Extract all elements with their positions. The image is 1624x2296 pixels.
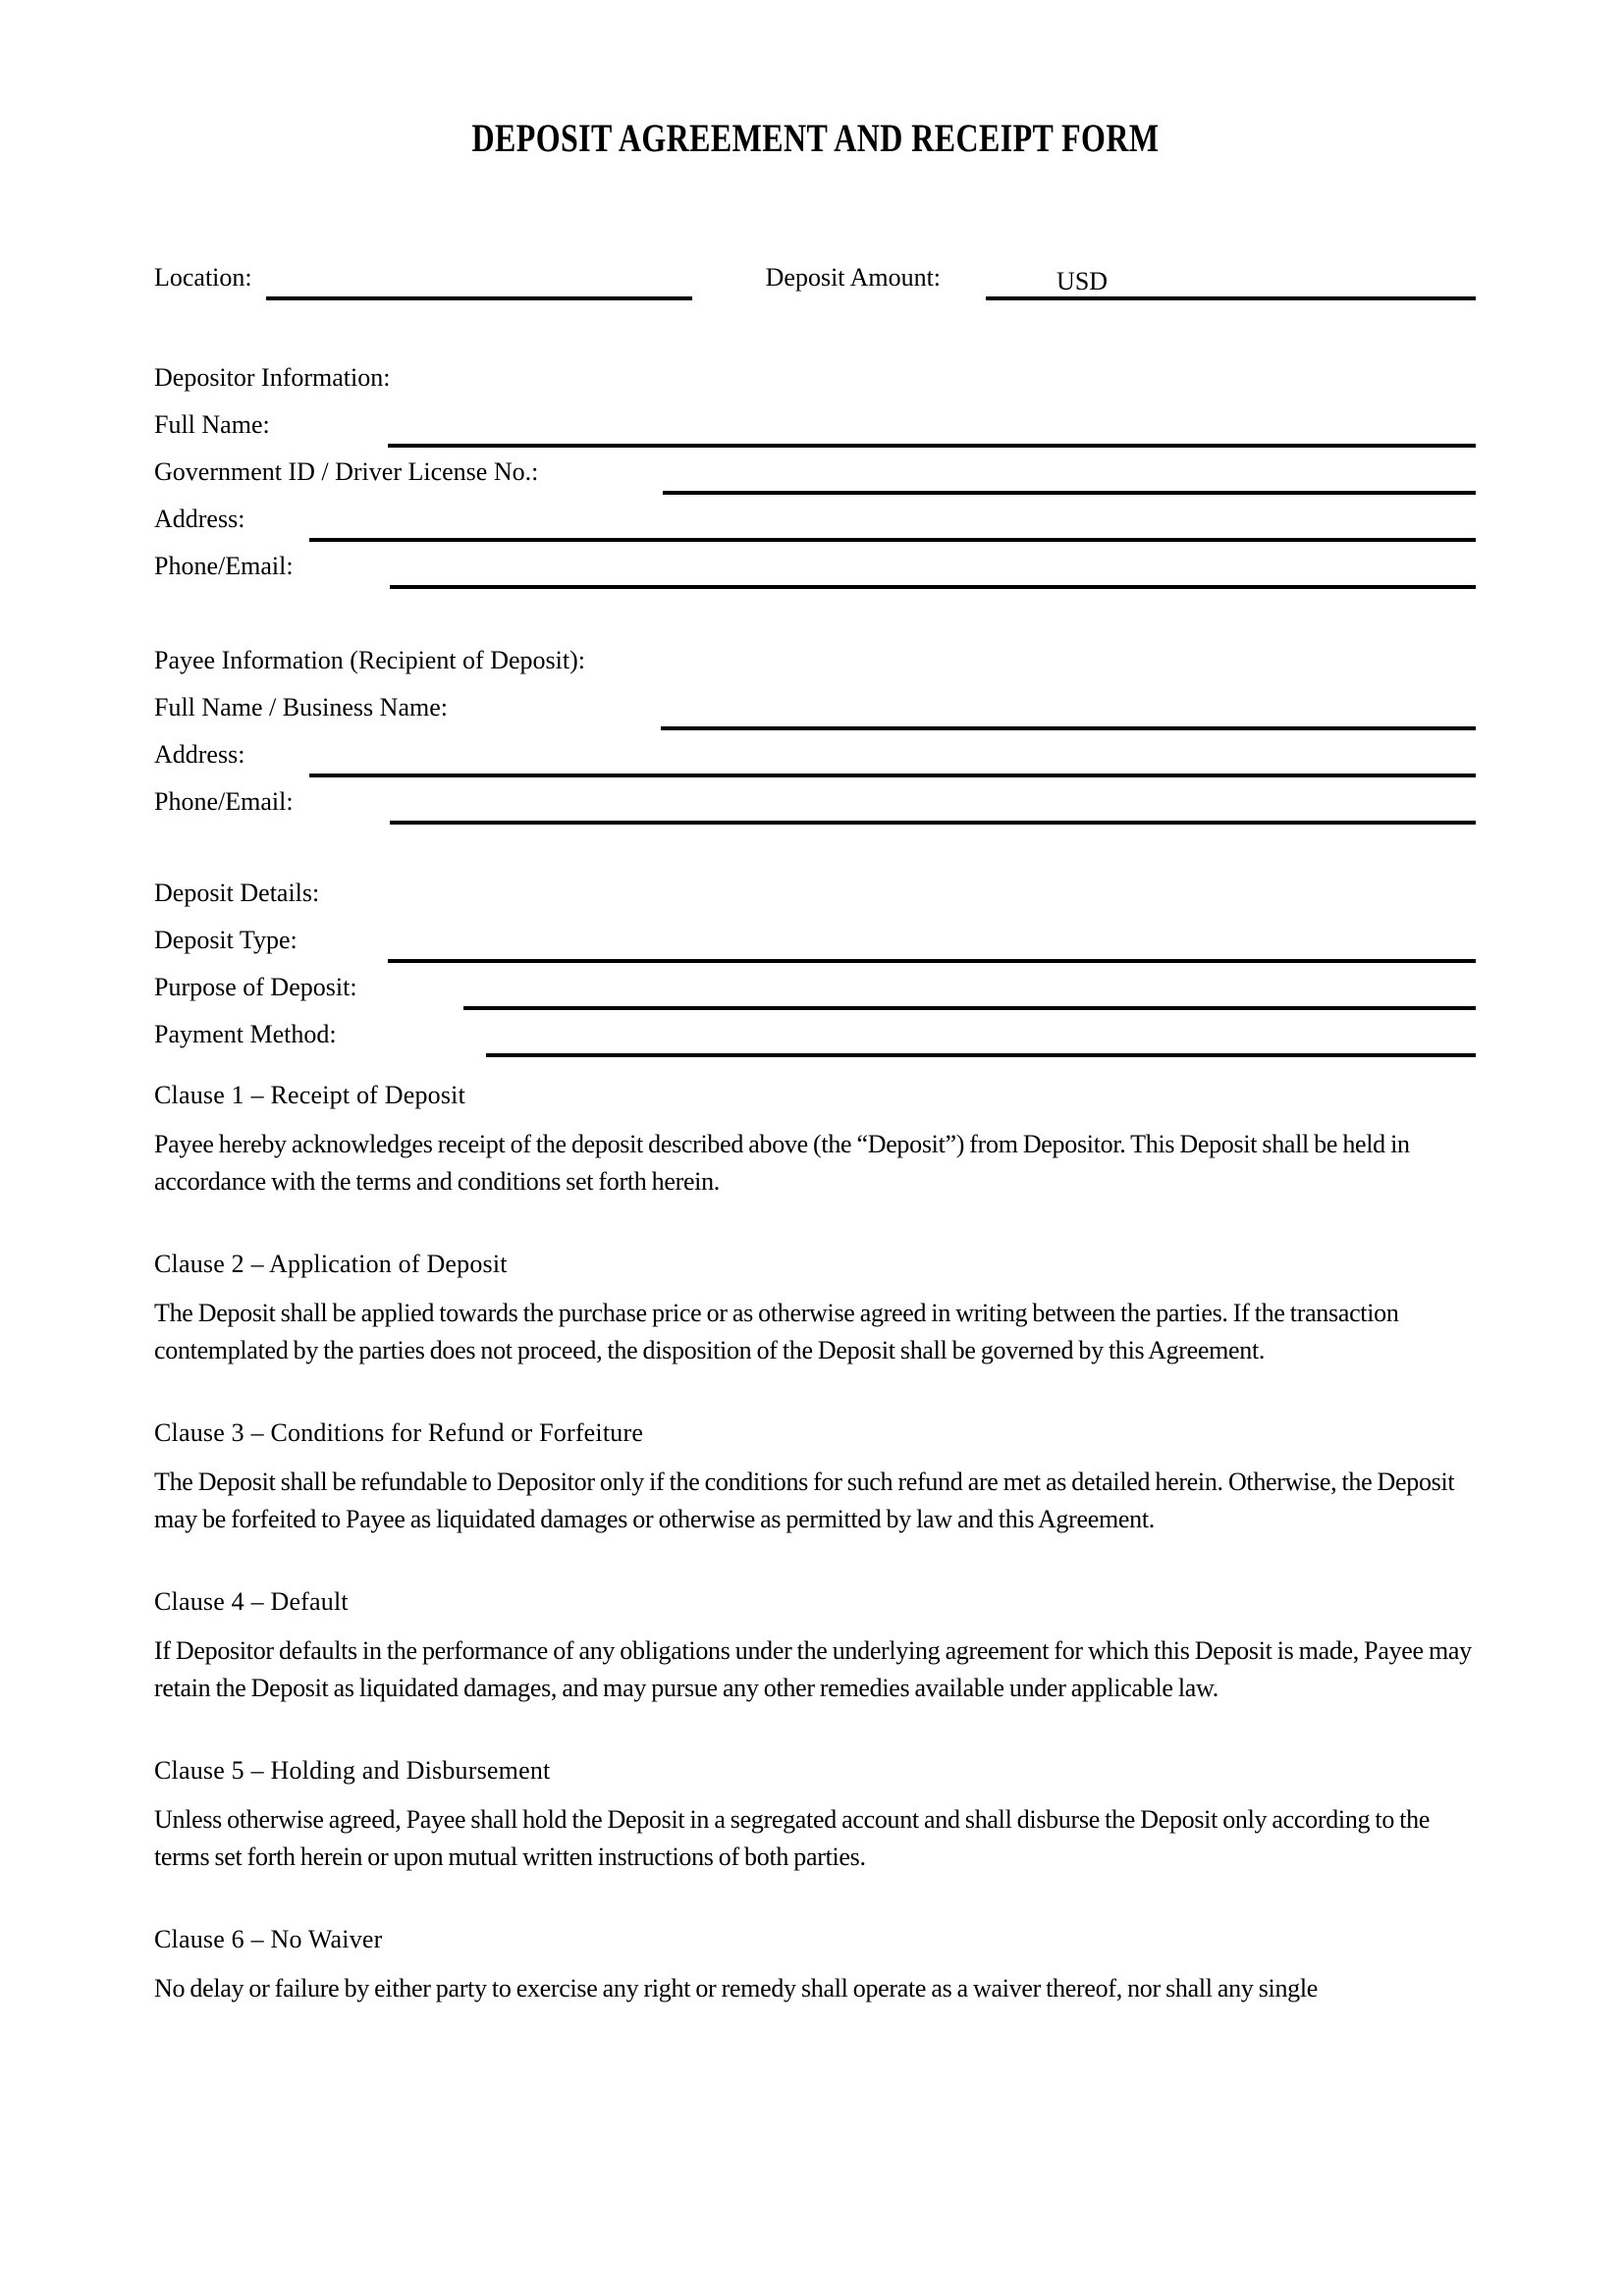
clause-2-body: The Deposit shall be applied towards the purchase price or as otherwise agreed in writing between the parties. If the transaction contemplated by the parties does not proceed, the disposition of the Deposit shall be governed by this Agreement. (154, 1299, 1399, 1364)
section-heading-depositor: Depositor Information: (154, 363, 391, 392)
clause-6-heading: Clause 6 – No Waiver (154, 1925, 383, 1953)
clause-5-heading: Clause 5 – Holding and Disbursement (154, 1756, 551, 1785)
top-fields-row (154, 243, 1476, 293)
payee-full-name-label: Full Name / Business Name: (154, 693, 448, 721)
clause-1-body: Payee hereby acknowledges receipt of the deposit described above (the “Deposit”) from Depositor. This Deposit shall be held in accordance with the terms and conditions set forth herein. (154, 1130, 1410, 1196)
deposit-type-label: Deposit Type: (154, 926, 298, 954)
deposit-amount-blank-line[interactable] (986, 267, 1476, 300)
clause-2 (154, 1246, 1476, 1369)
payee-address-label: Address: (154, 740, 245, 769)
clauses-block (154, 1077, 1476, 2007)
location-label: Location: (154, 263, 252, 292)
field-row-deposit-type (154, 908, 1476, 955)
section-deposit-details (154, 861, 1476, 1049)
depositor-government-id-label: Government ID / Driver License No.: (154, 457, 539, 486)
purpose-of-deposit-label: Purpose of Deposit: (154, 973, 357, 1001)
depositor-government-id-blank-line[interactable] (663, 491, 1476, 495)
depositor-phone-email-blank-line[interactable] (390, 585, 1476, 589)
payment-method-label: Payment Method: (154, 1020, 337, 1048)
clause-3-heading: Clause 3 – Conditions for Refund or Forfeiture (154, 1418, 644, 1447)
payee-full-name-blank-line[interactable] (661, 726, 1476, 730)
deposit-type-blank-line[interactable] (388, 959, 1476, 963)
location-blank-line[interactable] (266, 296, 692, 300)
depositor-phone-email-label: Phone/Email: (154, 552, 294, 580)
clause-3-body: The Deposit shall be refundable to Depositor only if the conditions for such refund are met as detailed herein. Otherwise, the Deposit may be forfeited to Payee as liquidated damages or otherwise as permitted by law and this Agreement. (154, 1468, 1455, 1533)
clause-6 (154, 1921, 1476, 2007)
page-title-text: DEPOSIT AGREEMENT AND RECEIPT FORM (471, 116, 1159, 160)
deposit-amount-label: Deposit Amount: (765, 263, 942, 292)
clause-2-heading: Clause 2 – Application of Deposit (154, 1250, 508, 1278)
depositor-address-blank-line[interactable] (309, 538, 1476, 542)
depositor-full-name-blank-line[interactable] (388, 444, 1476, 448)
section-depositor-information (154, 346, 1476, 581)
section-heading-payee: Payee Information (Recipient of Deposit): (154, 646, 585, 674)
clause-6-body: No delay or failure by either party to exercise any right or remedy shall operate as a waiver thereof, nor shall any single (154, 1974, 1319, 2002)
clause-4 (154, 1583, 1476, 1707)
purpose-of-deposit-blank-line[interactable] (463, 1006, 1476, 1010)
payee-phone-email-label: Phone/Email: (154, 787, 294, 816)
deposit-amount-currency: USD (1056, 267, 1109, 295)
clause-1-heading: Clause 1 – Receipt of Deposit (154, 1081, 466, 1109)
clause-5-body: Unless otherwise agreed, Payee shall hold the Deposit in a segregated account and shall disburse the Deposit only according to the terms set forth herein or upon mutual written instructions of both parties. (154, 1805, 1431, 1871)
field-row-depositor-full-name (154, 393, 1476, 440)
clause-4-body: If Depositor defaults in the performance of any obligations under the underlying agreement for which this Deposit is made, Payee may retain the Deposit as liquidated damages, and may pursue any other remedies available under applicable law. (154, 1636, 1472, 1702)
page-title (154, 116, 1476, 161)
section-heading-deposit-details: Deposit Details: (154, 879, 320, 907)
section-payee-information (154, 628, 1476, 817)
payment-method-blank-line[interactable] (486, 1053, 1476, 1057)
clause-3 (154, 1415, 1476, 1538)
payee-address-blank-line[interactable] (309, 774, 1476, 777)
field-row-payee-full-name (154, 675, 1476, 722)
clause-4-heading: Clause 4 – Default (154, 1587, 349, 1616)
depositor-full-name-label: Full Name: (154, 410, 270, 439)
depositor-address-label: Address: (154, 505, 245, 533)
clause-1 (154, 1077, 1476, 1201)
payee-phone-email-blank-line[interactable] (390, 821, 1476, 825)
clause-5 (154, 1752, 1476, 1876)
